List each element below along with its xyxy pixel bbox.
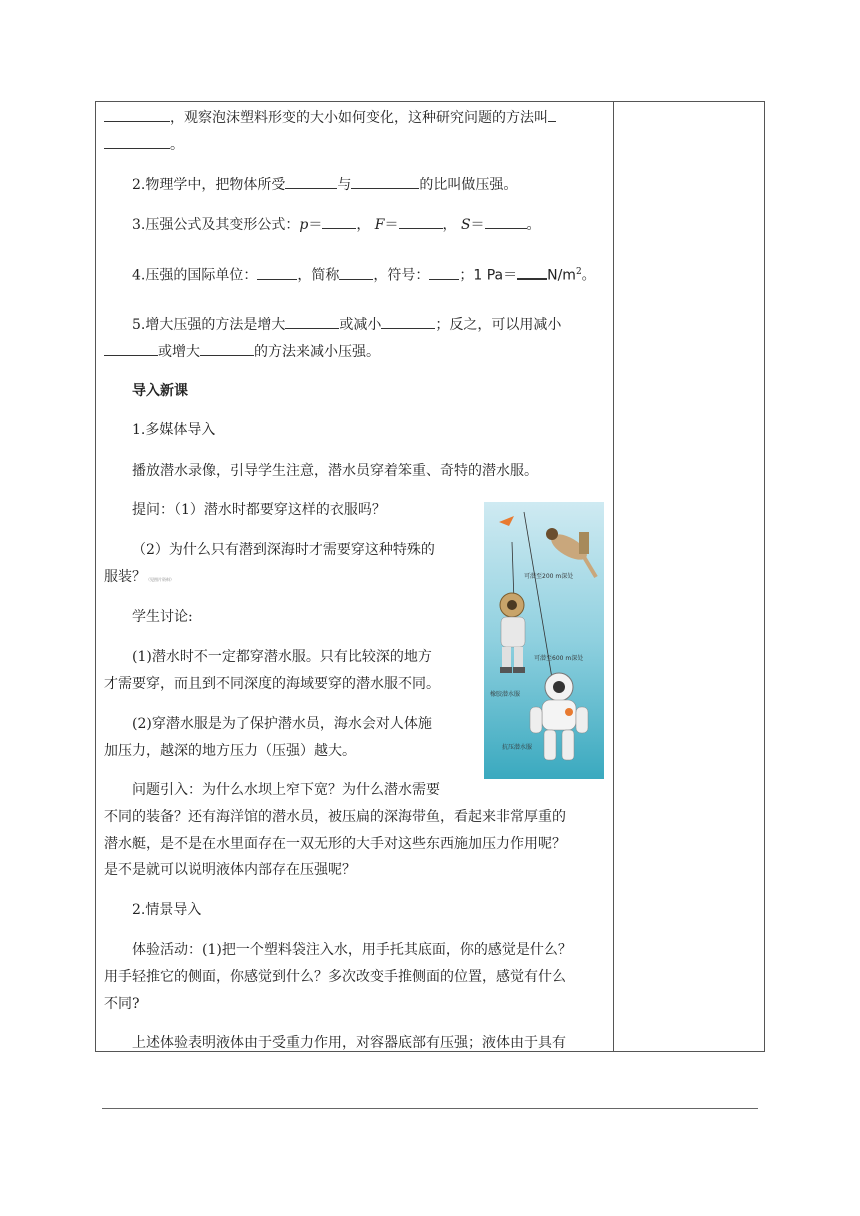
paragraph: （2）为什么只有潜到深海时才需要穿这种特殊的 [132,542,435,558]
paragraph: 加压力，越深的地方压力（压强）越大。 [104,743,356,759]
paragraph: 不同的装备？还有海洋馆的潜水员，被压扁的深海带鱼，看起来非常厚重的 [104,809,566,825]
blank [548,107,556,122]
blank [429,265,459,280]
paragraph: 用手轻推它的侧面，你感觉到什么？多次改变手推侧面的位置，感觉有什么 [104,969,566,985]
intro-line-2: 。 [104,134,184,155]
paragraph: 不同? [104,996,140,1012]
question-5-line-2: 或增大 的方法来减小压强。 [104,341,380,362]
blank [339,265,373,280]
section-title: 导入新课 [132,383,188,399]
question-3: 3.压强公式及其变形公式：p＝ ， F＝ ， S＝ 。 [132,214,541,235]
blank [381,314,435,329]
paragraph: (2)穿潜水服是为了保护潜水员，海水会对人体施 [132,716,432,732]
label-200m: 可潜至200 m深处 [524,573,574,580]
question-4: 4.压强的国际单位： ，简称 ，符号： ；1 $Pa= N/m^2$。 [132,262,596,286]
paragraph: (1)潜水时不一定都穿潜水服。只有比较深的地方 [132,649,432,665]
paragraph: 体验活动：(1)把一个塑料袋注入水，用手托其底面，你的感觉是什么？ [132,942,572,958]
paragraph: 上述体验表明液体由于受重力作用，对容器底部有压强；液体由于具有 [132,1035,566,1051]
subsection-2-title: 2.情景导入 [132,902,202,918]
paragraph: 播放潜水录像，引导学生注意，潜水员穿着笨重、奇特的潜水服。 [132,463,538,479]
footer-rule [102,1108,758,1109]
paragraph: 提问：（1）潜水时都要穿这样的衣服吗？ [132,502,386,518]
blank [104,134,170,149]
diving-suits-illustration [484,502,604,779]
intro-line-1: ，观察泡沫塑料形变的大小如何变化，这种研究问题的方法叫 [104,107,556,128]
blank [351,174,419,189]
paragraph: 是不是就可以说明液体内部存在压强呢？ [104,862,356,878]
question-2: 2.物理学中，把物体所受 与 的比叫做压强。 [132,174,517,195]
label-pressure-suit: 抗压潜水服 [502,744,533,751]
blank [257,265,297,280]
question-5-line-1: 5.增大压强的方法是增大 或减小 ；反之，可以用减小 [132,314,561,335]
paragraph: 潜水艇，是不是在水里面存在一双无形的大手对这些东西施加压力作用呢？ [104,836,566,852]
blank [104,107,170,122]
paragraph: 问题引入：为什么水坝上窄下宽？为什么潜水需要 [132,782,440,798]
subsection-1-title: 1.多媒体导入 [132,422,216,438]
paragraph: 才需要穿，而且到不同深度的海域要穿的潜水服不同。 [104,676,440,692]
blank [322,214,356,229]
blank [104,341,158,356]
blank [399,214,443,229]
blank [285,314,339,329]
label-600m: 可潜至600 m深处 [534,655,584,662]
label-rubber-suit: 橡胶潜水服 [490,691,521,698]
paragraph: 学生讨论: [132,609,193,625]
blank [517,264,547,280]
blank [200,341,254,356]
column-divider [613,102,614,1051]
paragraph: 服装？（见图片资料） [104,569,174,585]
blank [485,214,527,229]
lesson-table [95,101,765,1052]
blank [285,174,337,189]
